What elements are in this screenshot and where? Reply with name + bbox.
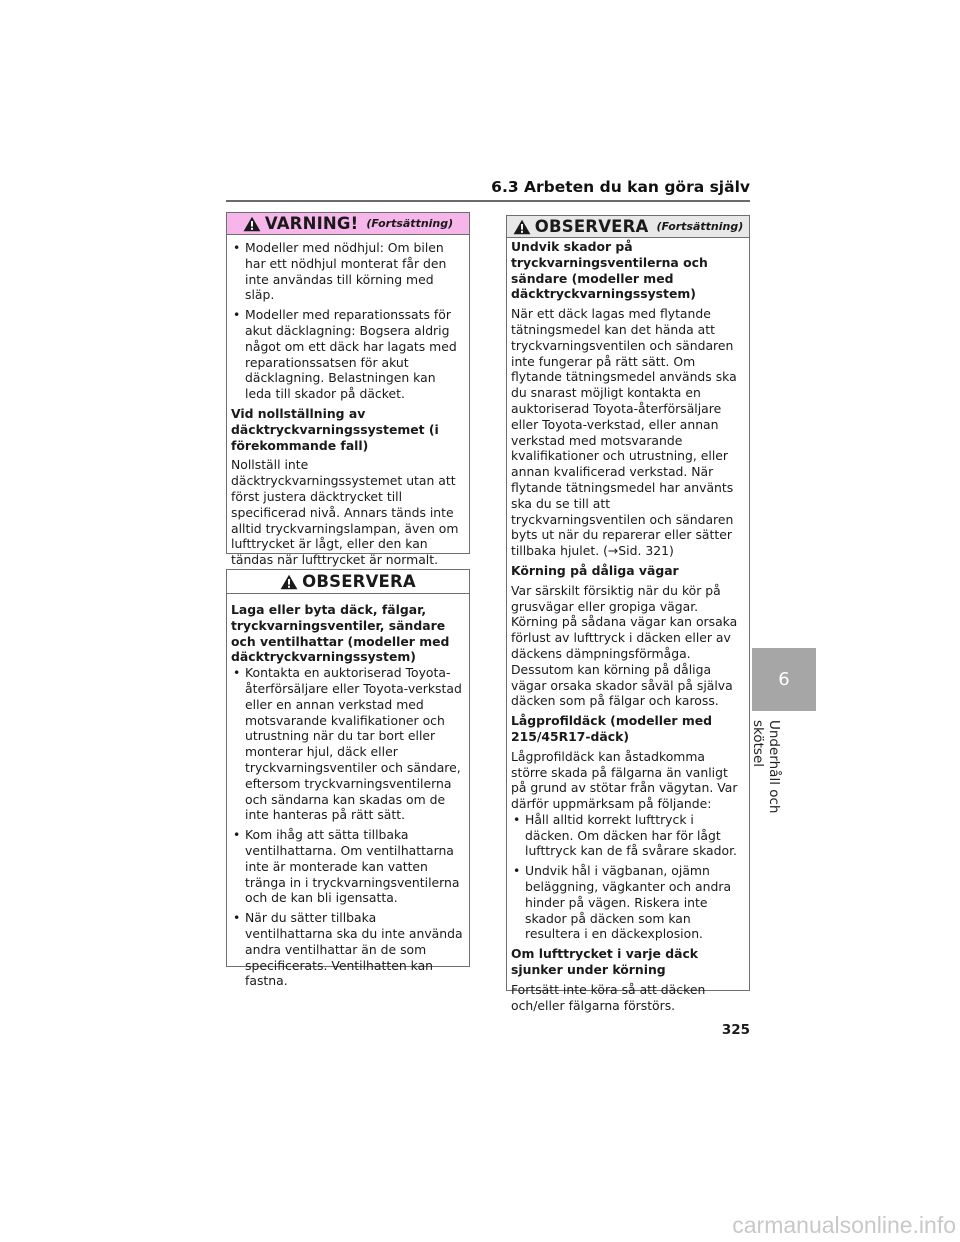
header-rule — [226, 200, 750, 202]
notice-left-title: OBSERVERA — [302, 572, 416, 591]
notice-right-text-2: Var särskilt försiktig när du kör på grusvägar eller gropiga vägar. Körning på sådana vägar kan orsaka förlust av lufttryck i däcken eller av däckens dämpningsförmåga. Dessutom kan körning på dåliga vägar orsaka skador såväl på själva däcken som på fälgar och kaross. — [511, 582, 738, 709]
notice-box-right — [506, 215, 750, 1013]
watermark-text: carmanualsonline.info — [732, 1212, 956, 1238]
notice-box-left — [226, 569, 470, 989]
notice-right-heading-4: Om lufttrycket i varje däck sjunker under körning — [511, 946, 699, 978]
chapter-label: Underhåll och skötsel — [750, 720, 782, 814]
notice-right-heading-1: Undvik skador på tryckvarningsventilerna och sändare (modeller med däcktryckvarningssystem) — [511, 239, 708, 302]
list-item: • Undvik hål i vägbanan, ojämn beläggning, vägkanter och andra hinder på vägen. Riskera inte skador på däcken som kan resultera i en däckexplosion. — [511, 863, 745, 942]
notice-left-body — [227, 594, 469, 989]
warning-body — [227, 235, 469, 568]
warning-subtitle: (Fortsättning) — [366, 217, 454, 230]
notice-box-right-header — [507, 216, 749, 238]
warning-paragraph: Nollställ inte däcktryckvarningssystemet utan att först justera däcktrycket till specificerad nivå. Annars tänds inte alltid tryckvarningslampan, även om lufttrycket är lågt, eller den kan tändas när lufttrycket är normalt. — [231, 457, 459, 568]
warning-box — [226, 212, 470, 568]
notice-right-text-1: När ett däck lagas med flytande tätningsmedel kan det hända att tryckvarningsventilen och sändaren inte fungerar på rätt sätt. Om flytande tätningsmedel används ska du snarast möjligt kontakta en auktoriserad Toyota-återförsäljare eller Toyota-verkstad, eller annan verkstad med motsvarande kvalifikationer och utrustning, eller annan kvalificerad verkstad. När flytande tätningsmedel har använts ska du se till att tryckvarningsventilen och sändaren byts ut när du reparerar eller sätter tillbaka hjulet. (→Sid. 321) — [511, 306, 737, 559]
list-item: • När du sätter tillbaka ventilhattarna ska du inte använda andra ventilhattar än de som specificerats. Ventilhatten kan fastna. — [231, 910, 465, 989]
notice-triangle-icon — [280, 574, 298, 590]
warning-title: VARNING! — [264, 214, 359, 233]
warning-triangle-icon — [243, 216, 261, 232]
list-item: • Kom ihåg att sätta tillbaka ventilhattarna. Om ventilhattarna inte är monterade kan vatten tränga in i tryckvarningsventilerna och de kan bli igensatta. — [231, 827, 465, 906]
notice-right-text-4: Fortsätt inte köra så att däcken och/eller fälgarna förstörs. — [511, 981, 706, 1013]
warning-box-header — [227, 213, 469, 235]
notice-right-text-3: Lågprofildäck kan åstadkomma större skada på fälgarna än vanligt på grund av stötar från vägytan. Var därför uppmärksam på följande: — [511, 748, 738, 812]
notice-left-heading: Laga eller byta däck, fälgar, tryckvarningsventiler, sändare och ventilhattar (modeller med däcktryckvarningssystem) — [231, 602, 450, 665]
list-item: • Håll alltid korrekt lufttryck i däcken. Om däcken har för lågt lufttryck kan de få svårare skador. — [511, 812, 745, 859]
warning-heading: Vid nollställning av däcktryckvarningssystemet (i förekommande fall) — [231, 405, 439, 453]
notice-right-title: OBSERVERA — [534, 217, 649, 236]
page-number: 325 — [721, 1022, 750, 1038]
list-item: • Modeller med nödhjul: Om bilen har ett nödhjul monterat får den inte användas till körning med släp. — [231, 240, 465, 303]
notice-triangle-icon — [513, 219, 531, 235]
chapter-tab[interactable]: 6 — [752, 648, 816, 711]
notice-right-heading-3: Lågprofildäck (modeller med 215/45R17-däck) — [511, 713, 713, 744]
section-header: 6.3 Arbeten du kan göra själv — [491, 178, 750, 196]
notice-right-body — [507, 238, 749, 1013]
notice-box-left-header — [227, 570, 469, 594]
notice-right-subtitle: (Fortsättning) — [656, 220, 744, 233]
notice-right-heading-2: Körning på dåliga vägar — [511, 562, 679, 578]
list-item: • Kontakta en auktoriserad Toyota-återförsäljare eller Toyota-verkstad eller en annan verkstad med motsvarande kvalifikationer och utrustning när du tar bort eller monterar hjul, däck eller tryckvarningsventiler och sändare, eftersom tryckvarningsventilerna och sändarna kan skadas om de inte hanteras på rätt sätt. — [231, 665, 465, 823]
list-item: • Modeller med reparationssats för akut däcklagning: Bogsera aldrig något om ett däck har lagats med reparationssatsen för akut däcklagning. Belastningen kan leda till skador på däcket. — [231, 307, 465, 402]
